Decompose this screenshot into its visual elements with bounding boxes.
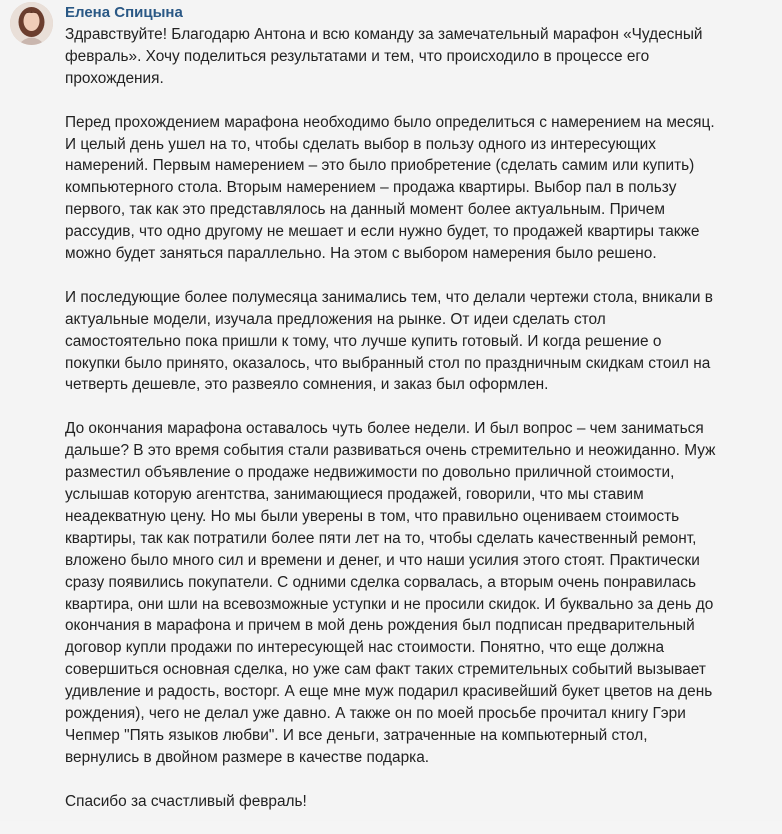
text-line: Здравствуйте! Благодарю Антона и всю команду за замечательный марафон «Чудесный [65,26,703,43]
text-line: намерений. Первым намерением – это было приобретение (сделать самим или купить) [65,157,695,175]
text-line: вложено было много сил и времени и денег, и что наши усилия этого стоят. Практически [65,551,700,569]
text-line: рождения), чего не делал уже давно. А также он по моей просьбе прочитал книгу Гэри [65,705,686,723]
text-line: Спасибо за счастливый февраль! [65,792,307,810]
text-line: И целый день ушел на то, чтобы сделать выбор в пользу одного из интересующих [65,135,656,153]
text-line: Перед прохождением марафона необходимо было определиться с намерением на месяц. [65,113,715,131]
text-line: сразу появились покупатели. С одними сделка сорвалась, а вторым очень понравилась [65,573,696,591]
text-line: рассудив, что одно другому не мешает и если нужно будет, то продажей квартиры также [65,223,700,241]
text-line: компьютерного стола. Вторым намерением – продажа квартиры. Выбор пал в пользу [65,179,677,197]
text-line: четверть дешевле, это развеяло сомнения, и заказ был оформлен. [65,376,549,394]
avatar-photo [10,2,53,45]
text-line: разместил объявление о продаже недвижимости по довольно приличной стоимости, [65,464,675,482]
avatar[interactable] [10,2,53,45]
text-line: И последующие более полумесяца занимались тем, что делали чертежи стола, вникали в [65,288,713,306]
text-line: вернулись в двойном размере в качестве подарка. [65,748,430,766]
text-line: первого, так как это представлялось на данный момент более актуальным. Причем [65,201,665,219]
comment-text [65,24,777,834]
comment-paragraph [65,791,777,813]
comment-paragraph [65,112,777,265]
comment-paragraph [65,418,777,769]
text-line: прохождения. [65,69,164,87]
text-line: окончания в марафона и причем в мой день рождения был подписан предварительный [65,617,695,635]
text-line: квартиры, так как потратили более пяти лет на то, чтобы сделать качественный ремонт, [65,529,697,547]
text-line: февраль». Хочу поделиться результатами и тем, что происходило в процессе его [65,47,650,65]
text-line: неадекватную цену. Но мы были уверены в том, что правильно оцениваем стоимость [65,507,680,525]
text-line: До окончания марафона оставалось чуть более недели. И был вопрос – чем заниматься [65,420,704,438]
text-line: Чепмер "Пять языков любви". И все деньги, затраченные на компьютерный стол, [65,726,648,744]
text-line: можно будет заняться параллельно. На этом с выбором намерения было решено. [65,245,657,263]
comment-paragraph [65,24,777,90]
text-line: актуальные модели, изучала предложения на рынке. От идеи сделать стол [65,310,606,328]
text-line: дальше? В это время события стали развиваться очень стремительно и неожиданно. Муж [65,442,716,460]
text-line: договор купли продажи по интересующей нас стоимости. Понятно, что еще должна [65,639,665,657]
text-line: покупки было принято, оказалось, что выбранный стол по праздничным скидкам стоил на [65,354,711,372]
text-line: квартира, они шли на всевозможные уступки и не просили скидок. И буквально за день до [65,595,714,613]
author-name[interactable]: Елена Спицына [65,4,183,21]
text-line: услышав которую агентства, занимающиеся продажей, говорили, что мы ставим [65,485,644,503]
text-line: самостоятельно пока пришли к тому, что лучше купить готовый. И когда решение о [65,332,662,350]
text-line: удивление и радость, восторг. А еще мне муж подарил красивейший букет цветов на день [65,683,713,701]
text-line: совершиться основная сделка, но уже сам факт таких стремительных событий вызывает [65,661,706,679]
comment-paragraph [65,287,777,397]
